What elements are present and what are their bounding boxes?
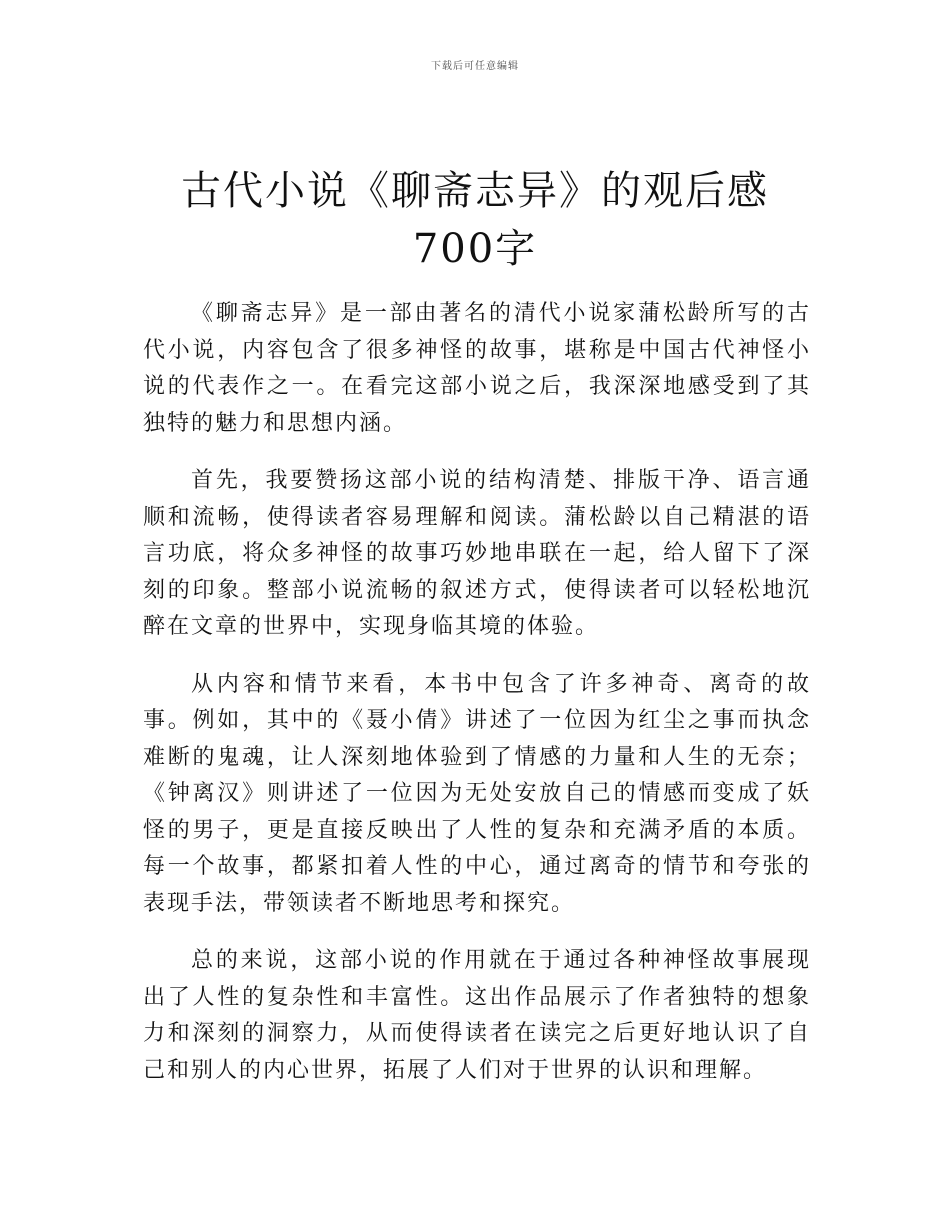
page-header-note: 下载后可任意编辑	[431, 61, 519, 72]
paragraph-content: 从内容和情节来看，本书中包含了许多神奇、离奇的故事。例如，其中的《聂小倩》讲述了一位因为红尘之事而执念难断的鬼魂，让人深刻地体验到了情感的力量和人生的无奈；《钟离汉》则讲述了一位因为无处安放自己的情感而变成了妖怪的男子，更是直接反映出了人性的复杂和充满矛盾的本质。每一个故事，都紧扣着人性的中心，通过离奇的情节和夸张的表现手法，带领读者不断地思考和探究。	[143, 671, 811, 916]
paragraph-intro: 《聊斋志异》是一部由著名的清代小说家蒲松龄所写的古代小说，内容包含了很多神怪的故事，堪称是中国古代神怪小说的代表作之一。在看完这部小说之后，我深深地感受到了其独特的魅力和思想内涵。	[143, 301, 811, 436]
document-title: 古代小说《聊斋志异》的观后感 700字	[181, 168, 769, 272]
paragraph-structure: 首先，我要赞扬这部小说的结构清楚、排版干净、语言通顺和流畅，使得读者容易理解和阅读。蒲松龄以自己精湛的语言功底，将众多神怪的故事巧妙地串联在一起，给人留下了深刻的印象。整部小说流畅的叙述方式，使得读者可以轻松地沉醉在文章的世界中，实现身临其境的体验。	[143, 468, 811, 639]
document-body	[143, 296, 811, 1110]
paragraph-conclusion: 总的来说，这部小说的作用就在于通过各种神怪故事展现出了人性的复杂性和丰富性。这出作品展示了作者独特的想象力和深刻的洞察力，从而使得读者在读完之后更好地认识了自己和别人的内心世界，拓展了人们对于世界的认识和理解。	[143, 948, 811, 1083]
